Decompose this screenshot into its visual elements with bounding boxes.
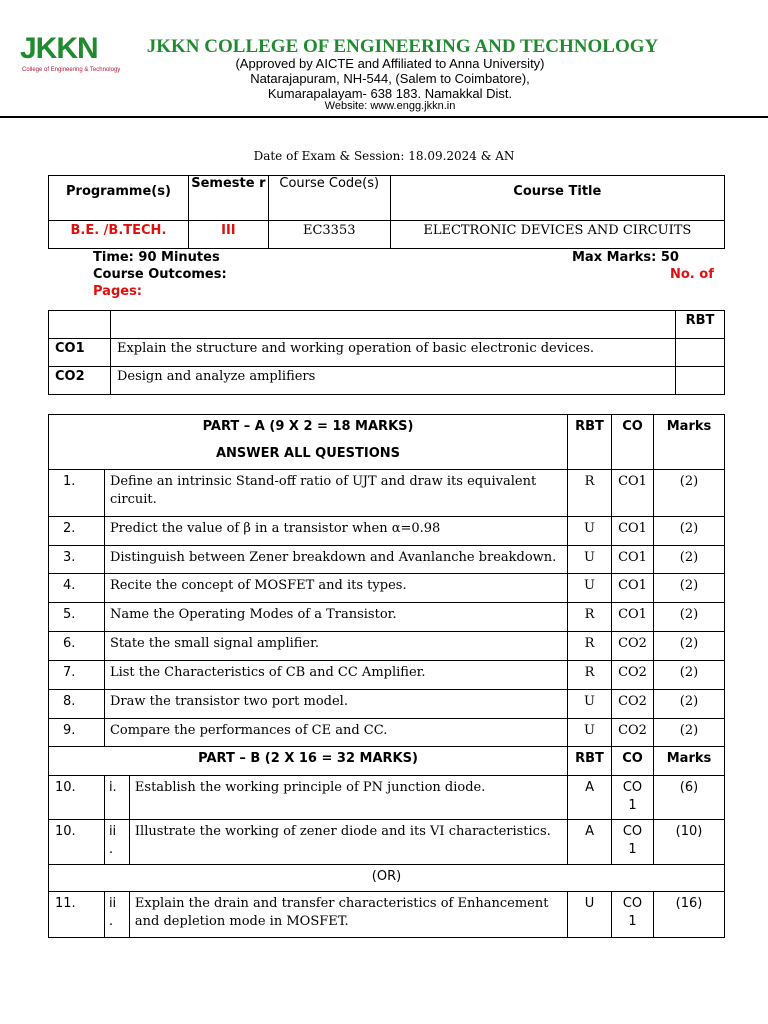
address-line-2: Kumarapalayam- 638 183. Namakkal Dist.: [267, 86, 513, 101]
or-separator-row: [49, 865, 725, 892]
question-text: Establish the working principle of PN junction diode.: [129, 776, 567, 820]
question-row: [49, 719, 725, 747]
part-a-co-header: CO: [612, 415, 654, 470]
question-number: 7.: [49, 661, 105, 690]
question-row: [49, 546, 725, 574]
question-rbt: R: [568, 632, 612, 661]
course-title-value: ELECTRONIC DEVICES AND CIRCUITS: [390, 221, 724, 249]
question-marks: (2): [654, 632, 725, 661]
no-of-pages-label: No. of: [670, 267, 714, 282]
question-marks: (2): [654, 470, 725, 517]
outcome-text: Explain the structure and working operation of basic electronic devices.: [110, 339, 675, 367]
semester-header: Semeste r: [188, 176, 268, 221]
question-row: [49, 892, 725, 938]
outcome-rbt: [676, 339, 725, 367]
logo-subtext: College of Engineering & Technology: [22, 67, 121, 73]
course-code-value: EC3353: [268, 221, 390, 249]
question-subpart: ii .: [104, 892, 129, 938]
outcome-row: [49, 339, 725, 367]
question-text: Explain the drain and transfer characteristics of Enhancement and depletion mode in MOSFET.: [129, 892, 567, 938]
question-text: Draw the transistor two port model.: [104, 690, 567, 719]
college-name: JKKN COLLEGE OF ENGINEERING AND TECHNOLOGY: [146, 36, 659, 57]
outcome-code: CO2: [49, 367, 111, 395]
question-co: CO 1: [612, 820, 654, 865]
approval-line: (Approved by AICTE and Affiliated to Anna University): [235, 56, 545, 71]
question-marks: (2): [654, 546, 725, 574]
question-rbt: A: [568, 776, 612, 820]
question-marks: (2): [654, 574, 725, 603]
course-outcomes-label: Course Outcomes:: [93, 267, 227, 282]
question-marks: (6): [654, 776, 725, 820]
question-text: Illustrate the working of zener diode and its VI characteristics.: [129, 820, 567, 865]
outcome-code: CO1: [49, 339, 111, 367]
outcome-text: Design and analyze amplifiers: [110, 367, 675, 395]
course-code-header: Course Code(s): [268, 176, 390, 221]
header-divider: [0, 116, 768, 118]
course-title-header: Course Title: [390, 176, 724, 221]
outcome-rbt: [676, 367, 725, 395]
question-row: [49, 690, 725, 719]
part-a-header: [49, 415, 568, 470]
question-co: CO2: [612, 661, 654, 690]
question-number: 3.: [49, 546, 105, 574]
question-text: State the small signal amplifier.: [104, 632, 567, 661]
question-co: CO1: [612, 574, 654, 603]
part-b-rbt-header: RBT: [568, 747, 612, 776]
part-a-header-row: [49, 415, 725, 470]
question-co: CO1: [612, 517, 654, 546]
question-text: Define an intrinsic Stand-off ratio of UJT and draw its equivalent circuit.: [104, 470, 567, 517]
question-table: [48, 414, 725, 938]
part-b-marks-header: Marks: [654, 747, 725, 776]
outcomes-rbt-header: RBT: [676, 311, 725, 339]
course-info-header-row: [49, 176, 725, 221]
question-co: CO2: [612, 632, 654, 661]
part-a-title: PART – A (9 X 2 = 18 MARKS): [202, 419, 414, 434]
question-number: 9.: [49, 719, 105, 747]
question-rbt: U: [568, 719, 612, 747]
question-rbt: U: [568, 546, 612, 574]
question-number: 5.: [49, 603, 105, 632]
question-text: Predict the value of β in a transistor when α=0.98: [104, 517, 567, 546]
programme-value: B.E. /B.TECH.: [49, 221, 189, 249]
programme-header: Programme(s): [49, 176, 189, 221]
question-rbt: U: [568, 892, 612, 938]
question-row: [49, 820, 725, 865]
question-row: [49, 470, 725, 517]
part-b-co-header: CO: [612, 747, 654, 776]
question-co: CO2: [612, 719, 654, 747]
pages-label: Pages:: [93, 284, 143, 299]
question-rbt: U: [568, 517, 612, 546]
question-subpart: ii .: [104, 820, 129, 865]
question-marks: (2): [654, 603, 725, 632]
question-text: Name the Operating Modes of a Transistor.: [104, 603, 567, 632]
question-row: [49, 574, 725, 603]
part-a-rbt-header: RBT: [568, 415, 612, 470]
exam-duration: Time: 90 Minutes: [93, 250, 220, 265]
exam-date-session: Date of Exam & Session: 18.09.2024 & AN: [253, 149, 515, 163]
semester-value: III: [188, 221, 268, 249]
part-b-title: PART – B (2 X 16 = 32 MARKS): [49, 747, 568, 776]
question-number: 6.: [49, 632, 105, 661]
course-info-table: [48, 175, 725, 249]
question-number: 10.: [49, 776, 105, 820]
question-rbt: R: [568, 470, 612, 517]
question-row: [49, 603, 725, 632]
course-outcomes-table: [48, 310, 725, 395]
question-number: 8.: [49, 690, 105, 719]
question-co: CO2: [612, 690, 654, 719]
question-subpart: i.: [104, 776, 129, 820]
question-marks: (16): [654, 892, 725, 938]
question-co: CO1: [612, 470, 654, 517]
max-marks: Max Marks: 50: [572, 250, 679, 265]
question-number: 1.: [49, 470, 105, 517]
question-row: [49, 661, 725, 690]
part-a-marks-header: Marks: [654, 415, 725, 470]
question-rbt: R: [568, 603, 612, 632]
part-a-instruction: ANSWER ALL QUESTIONS: [215, 446, 401, 461]
question-co: CO1: [612, 546, 654, 574]
question-text: List the Characteristics of CB and CC Amplifier.: [104, 661, 567, 690]
question-text: Recite the concept of MOSFET and its types.: [104, 574, 567, 603]
college-logo: [20, 32, 121, 79]
question-co: CO1: [612, 603, 654, 632]
or-separator: (OR): [49, 865, 725, 892]
question-number: 11.: [49, 892, 105, 938]
question-row: [49, 776, 725, 820]
question-rbt: R: [568, 661, 612, 690]
website-line: Website: www.engg.jkkn.in: [324, 100, 456, 112]
question-number: 10.: [49, 820, 105, 865]
outcomes-header-row: [49, 311, 725, 339]
question-row: [49, 517, 725, 546]
part-b-header-row: [49, 747, 725, 776]
question-marks: (2): [654, 661, 725, 690]
question-co: CO 1: [612, 776, 654, 820]
question-number: 2.: [49, 517, 105, 546]
question-co: CO 1: [612, 892, 654, 938]
course-info-value-row: [49, 221, 725, 249]
logo-wordmark: JKKN: [20, 32, 98, 65]
outcome-row: [49, 367, 725, 395]
question-number: 4.: [49, 574, 105, 603]
address-line-1: Natarajapuram, NH-544, (Salem to Coimbatore),: [250, 71, 530, 86]
question-marks: (2): [654, 690, 725, 719]
question-marks: (2): [654, 719, 725, 747]
question-rbt: A: [568, 820, 612, 865]
question-row: [49, 632, 725, 661]
question-text: Distinguish between Zener breakdown and Avanlanche breakdown.: [104, 546, 567, 574]
college-header: [0, 0, 768, 122]
question-rbt: U: [568, 574, 612, 603]
question-marks: (10): [654, 820, 725, 865]
question-text: Compare the performances of CE and CC.: [104, 719, 567, 747]
question-rbt: U: [568, 690, 612, 719]
question-marks: (2): [654, 517, 725, 546]
